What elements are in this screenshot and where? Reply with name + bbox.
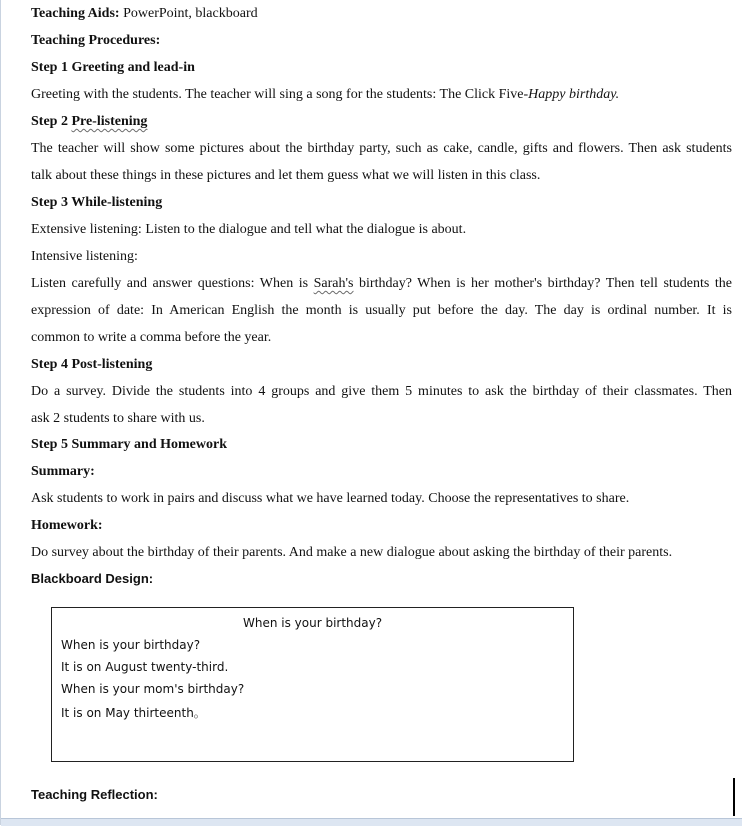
step2-line1: The teacher will show some pictures about the birthday party, such as cake, candle, gifts and flowers. Then ask students [31, 141, 732, 156]
step3-line1-a: Listen carefully and answer questions: When is [31, 276, 314, 291]
blackboard-title: When is your birthday? [243, 616, 383, 630]
step4-line2: ask 2 students to share with us. [31, 411, 205, 426]
step1-heading: Step 1 Greeting and lead-in [31, 60, 195, 75]
step1-text [31, 87, 732, 103]
homework-text: Do survey about the birthday of their parents. And make a new dialogue about asking the birthday of their parents. [31, 545, 673, 560]
summary-text: Ask students to work in pairs and discuss what we have learned today. Choose the representatives to share. [31, 491, 630, 506]
step4-heading: Step 4 Post-listening [31, 357, 153, 372]
teaching-aids-label: Teaching Aids: [31, 6, 120, 21]
teaching-aids-value: PowerPoint, blackboard [119, 6, 258, 21]
step4-line1: Do a survey. Divide the students into 4 groups and give them 5 minutes to ask the birthday of their classmates. Then [31, 384, 732, 399]
step1-song-title: Happy birthday. [528, 87, 620, 102]
teaching-aids-line [31, 6, 732, 22]
step3-line2: expression of date: In American English the month is usually put before the day. The day is ordinal number. It is [31, 303, 732, 318]
step3-extensive: Extensive listening: Listen to the dialogue and tell what the dialogue is about. [31, 222, 467, 237]
summary-label: Summary: [31, 464, 95, 479]
step5-heading: Step 5 Summary and Homework [31, 437, 228, 452]
step3-intensive: Intensive listening: [31, 249, 138, 264]
step3-line1-c: birthday? When is her mother's birthday? Then tell students the [353, 276, 732, 291]
step2-line2: talk about these things in these pictures and let them guess what we will listen in this class. [31, 168, 541, 183]
teaching-procedures-heading: Teaching Procedures: [31, 33, 161, 48]
step2-heading-prefix: Step 2 [31, 114, 72, 129]
step3-line3: common to write a comma before the year. [31, 330, 272, 345]
blackboard-line: When is your birthday? [61, 638, 201, 652]
blackboard-line: It is on May thirteenth。 [61, 706, 206, 720]
homework-label: Homework: [31, 518, 103, 533]
step1-text-body: Greeting with the students. The teacher will sing a song for the students: The Click Five- [31, 87, 529, 102]
step3-line1-sarah: Sarah's [313, 276, 354, 291]
blackboard-design-box [51, 607, 574, 762]
step3-line1 [31, 276, 732, 292]
blackboard-line: It is on August twenty-third. [61, 660, 229, 674]
teaching-reflection-label: Teaching Reflection: [31, 787, 158, 802]
text-cursor [733, 778, 735, 816]
step3-heading: Step 3 While-listening [31, 195, 163, 210]
step2-heading-name: Pre-listening [71, 114, 148, 129]
step2-heading [31, 114, 732, 130]
blackboard-line: When is your mom's birthday? [61, 682, 245, 696]
blackboard-design-label: Blackboard Design: [31, 571, 154, 586]
